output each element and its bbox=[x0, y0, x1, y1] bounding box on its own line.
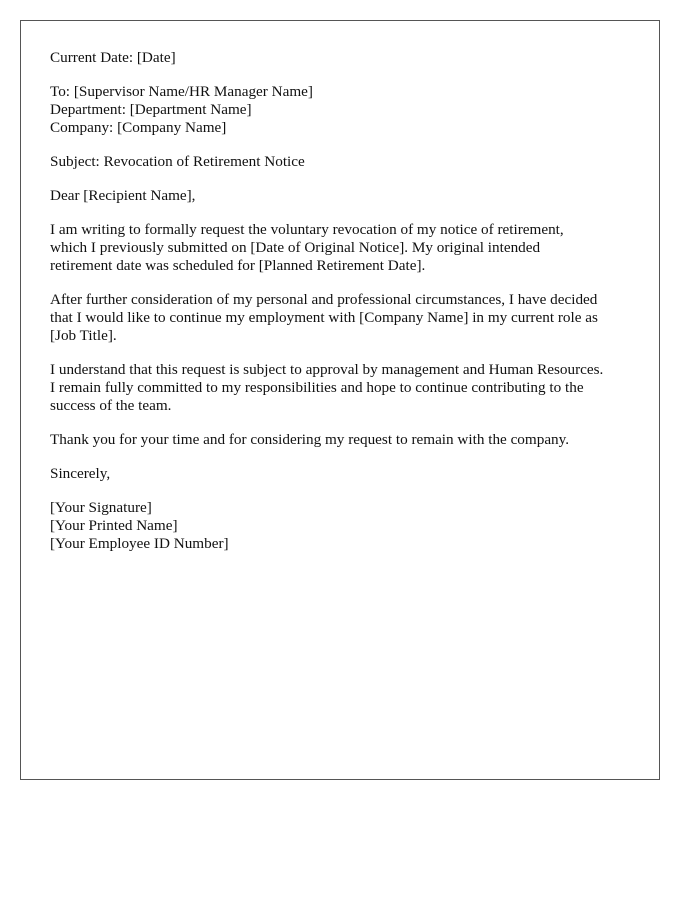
closing-block bbox=[50, 465, 640, 483]
paragraph-line: which I previously submitted on [Date of Original Notice]. My original intended bbox=[50, 239, 541, 256]
subject-block bbox=[50, 153, 640, 171]
body-paragraph-1 bbox=[50, 221, 640, 275]
employee-id-placeholder: [Your Employee ID Number] bbox=[50, 535, 229, 552]
recipient-block bbox=[50, 83, 640, 137]
paragraph-line: that I would like to continue my employment with [Company Name] in my current role as bbox=[50, 309, 598, 326]
paragraph-line: I am writing to formally request the voluntary revocation of my notice of retirement, bbox=[50, 221, 564, 238]
recipient-to: To: [Supervisor Name/HR Manager Name] bbox=[50, 83, 313, 100]
paragraph-line: After further consideration of my personal and professional circumstances, I have decided bbox=[50, 291, 598, 308]
letter-page bbox=[20, 20, 660, 780]
recipient-department: Department: [Department Name] bbox=[50, 101, 252, 118]
signature-block bbox=[50, 499, 640, 553]
body-paragraph-4 bbox=[50, 431, 640, 449]
paragraph-line: success of the team. bbox=[50, 397, 172, 414]
salutation-block bbox=[50, 187, 640, 205]
body-paragraph-2 bbox=[50, 291, 640, 345]
printed-name-placeholder: [Your Printed Name] bbox=[50, 517, 178, 534]
paragraph-line: Thank you for your time and for considering my request to remain with the company. bbox=[50, 431, 570, 448]
salutation: Dear [Recipient Name], bbox=[50, 187, 196, 204]
signature-placeholder: [Your Signature] bbox=[50, 499, 152, 516]
paragraph-line: I understand that this request is subject to approval by management and Human Resources. bbox=[50, 361, 604, 378]
body-paragraph-3 bbox=[50, 361, 640, 415]
current-date-block bbox=[50, 49, 640, 67]
paragraph-line: [Job Title]. bbox=[50, 327, 117, 344]
letter-body bbox=[50, 49, 640, 569]
paragraph-line: retirement date was scheduled for [Planned Retirement Date]. bbox=[50, 257, 426, 274]
paragraph-line: I remain fully committed to my responsibilities and hope to continue contributing to the bbox=[50, 379, 584, 396]
subject-line: Subject: Revocation of Retirement Notice bbox=[50, 153, 305, 170]
closing: Sincerely, bbox=[50, 465, 111, 482]
recipient-company: Company: [Company Name] bbox=[50, 119, 227, 136]
current-date: Current Date: [Date] bbox=[50, 49, 176, 66]
